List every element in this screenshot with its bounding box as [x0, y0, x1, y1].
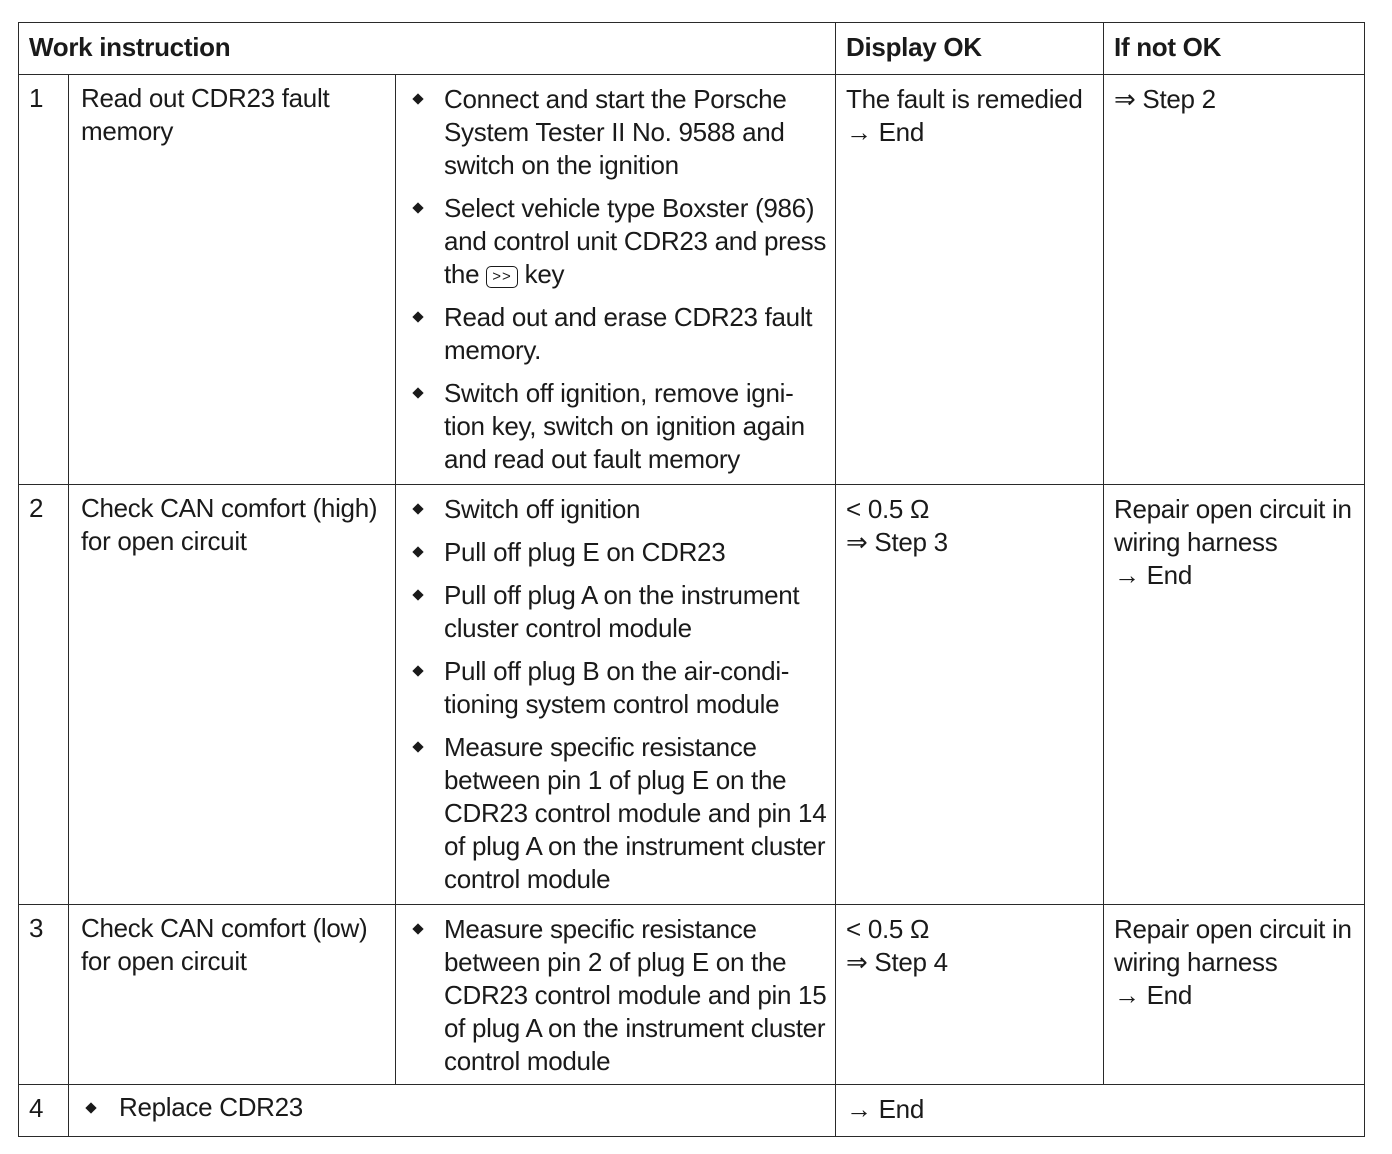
step-number: 3: [19, 905, 69, 1085]
work-instruction-document: [18, 22, 1364, 1137]
display-ok-result: ⇒ Step 4: [846, 947, 948, 977]
instruction-text: Replace CDR23: [119, 1092, 303, 1122]
bullet-icon: [412, 665, 423, 676]
header-row: [19, 23, 1365, 75]
step-title: Check CAN comfort (low) for open circuit: [69, 905, 396, 1085]
header-work-instruction: Work instruction: [19, 23, 836, 75]
table-body: [19, 75, 1365, 1137]
display-ok-cell: [836, 485, 1104, 905]
if-not-ok-result: → End: [1114, 980, 1193, 1010]
step-instructions: [396, 905, 836, 1085]
if-not-ok-cell: [1104, 905, 1365, 1085]
instruction-text: Pull off plug E on CDR23: [444, 537, 726, 567]
if-not-ok-result: → End: [1114, 560, 1193, 590]
step-instructions: [396, 485, 836, 905]
list-item: [404, 731, 827, 896]
display-ok-cell: [836, 905, 1104, 1085]
work-instruction-table: [18, 22, 1365, 1137]
bullet-icon: [412, 311, 423, 322]
display-ok-result: → End: [846, 117, 925, 147]
table-row: [19, 905, 1365, 1085]
display-ok-text: The fault is remedied: [846, 84, 1083, 114]
display-ok-cell: [836, 1085, 1365, 1137]
bullet-icon: [412, 202, 423, 213]
list-item: [404, 83, 827, 182]
bullet-icon: [85, 1102, 96, 1113]
display-ok-text: < 0.5 Ω: [846, 914, 930, 944]
step-title: Read out CDR23 fault memory: [69, 75, 396, 485]
step-title: Check CAN comfort (high) for open circuit: [69, 485, 396, 905]
bullet-icon: [412, 546, 423, 557]
instruction-text: Connect and start the Porsche System Tester II No. 9588 and switch on the ignition: [444, 84, 787, 180]
if-not-ok-text: Repair open circuit in wiring harness: [1114, 914, 1352, 977]
instruction-text: Measure specific resistance between pin 1 of plug E on the CDR23 control module and pin 14 of plug A on the instrument cluster control module: [444, 732, 827, 894]
bullet-icon: [412, 387, 423, 398]
display-ok-cell: [836, 75, 1104, 485]
instruction-text: Measure specific resistance between pin 2 of plug E on the CDR23 control module and pin 15 of plug A on the instrument cluster control module: [444, 914, 827, 1076]
bullet-icon: [412, 923, 423, 934]
instruction-text: Switch off ignition: [444, 494, 641, 524]
if-not-ok-text: ⇒ Step 2: [1114, 84, 1216, 114]
table-row: [19, 485, 1365, 905]
list-item: [404, 301, 827, 367]
forward-key-icon: >>: [486, 266, 518, 288]
list-item: [404, 377, 827, 476]
step-instructions: [69, 1085, 836, 1137]
instruction-text: Pull off plug A on the instrument cluster control module: [444, 580, 800, 643]
bullet-icon: [412, 93, 423, 104]
list-item: [404, 579, 827, 645]
instruction-text: key: [524, 259, 565, 289]
instruction-text: Switch off ignition, remove igni-tion key, switch on ignition again and read out fault memory: [444, 378, 805, 474]
table-row: [19, 1085, 1365, 1137]
list-item: [81, 1091, 827, 1124]
display-ok-result: → End: [846, 1094, 925, 1124]
bullet-icon: [412, 503, 423, 514]
instruction-text: Read out and erase CDR23 fault memory.: [444, 302, 813, 365]
if-not-ok-cell: [1104, 75, 1365, 485]
step-number: 2: [19, 485, 69, 905]
step-number: 1: [19, 75, 69, 485]
list-item: [404, 192, 827, 291]
if-not-ok-cell: [1104, 485, 1365, 905]
list-item: [404, 536, 827, 569]
header-if-not-ok: If not OK: [1104, 23, 1365, 75]
step-instructions: [396, 75, 836, 485]
step-number: 4: [19, 1085, 69, 1137]
instruction-text: Pull off plug B on the air-condi-tioning system control module: [444, 656, 790, 719]
bullet-icon: [412, 589, 423, 600]
display-ok-result: ⇒ Step 3: [846, 527, 948, 557]
instruction-text: Select vehicle type Boxster (986) and control unit CDR23 and press the: [444, 193, 827, 289]
list-item: [404, 655, 827, 721]
list-item: [404, 913, 827, 1078]
table-row: [19, 75, 1365, 485]
header-display-ok: Display OK: [836, 23, 1104, 75]
list-item: [404, 493, 827, 526]
if-not-ok-text: Repair open circuit in wiring harness: [1114, 494, 1352, 557]
display-ok-text: < 0.5 Ω: [846, 494, 930, 524]
bullet-icon: [412, 741, 423, 752]
